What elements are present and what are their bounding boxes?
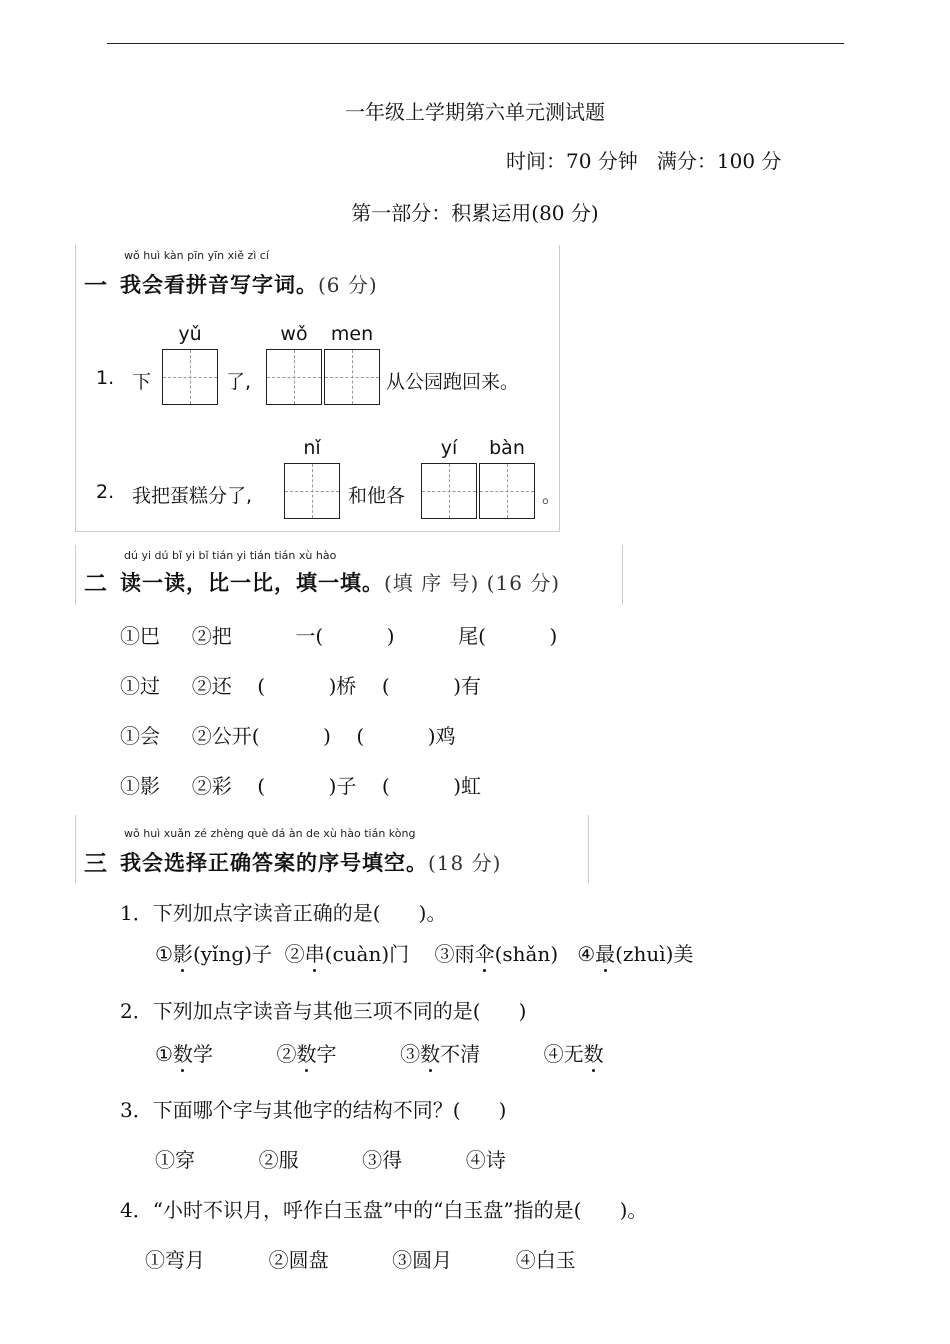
q2-pre: 我把蛋糕分了, <box>132 485 253 507</box>
question-4: 4．“小时不识月，呼作白玉盘”中的“白玉盘”指的是( )。 <box>120 1198 648 1222</box>
q2-pinyin-2b: bàn <box>489 437 525 459</box>
part-heading: 第一部分：积累运用(80 分) <box>351 201 599 225</box>
section-3-heading: 我会选择正确答案的序号填空。(18 分) <box>120 851 502 875</box>
q1-mid: 了, <box>226 371 252 393</box>
q1-pinyin-2b: men <box>330 323 374 345</box>
q2-box-3[interactable] <box>479 463 535 519</box>
question-4-options: ①弯月 ②圆盘 ③圆月 ④白玉 <box>145 1248 576 1272</box>
top-rule <box>107 43 844 44</box>
section-2-row-1: ①巴 ②把 一( ) 尾( ) <box>120 624 558 648</box>
section-2-row-2: ①过 ②还 ( )桥 ( )有 <box>120 674 482 698</box>
section-2-pinyin: dú yi dú bǐ yi bǐ tián yi tián tián xù hào <box>124 549 337 562</box>
section-3 <box>75 815 589 883</box>
question-3: 3．下面哪个字与其他字的结构不同？( ) <box>120 1098 507 1122</box>
q1-pre: 下 <box>132 371 152 393</box>
q1-box-3[interactable] <box>324 349 380 405</box>
q1-number: 1. <box>96 367 115 389</box>
section-2-row-3: ①会 ②公开( ) ( )鸡 <box>120 724 456 748</box>
section-2-row-4: ①影 ②彩 ( )子 ( )虹 <box>120 774 482 798</box>
section-1-pinyin: wǒ huì kàn pīn yīn xiě zì cí <box>124 249 269 262</box>
question-1: 1．下列加点字读音正确的是( )。 <box>120 901 447 925</box>
section-2 <box>75 545 623 605</box>
section-2-number: 二 <box>84 565 107 598</box>
q2-post: 。 <box>542 485 562 507</box>
q2-pinyin-1: nǐ <box>303 437 321 459</box>
q1-box-1[interactable] <box>162 349 218 405</box>
section-3-pinyin: wǒ huì xuǎn zé zhèng què dá àn de xù hào tián kòng <box>124 827 416 840</box>
q2-pinyin-2a: yí <box>440 437 458 459</box>
q1-box-2[interactable] <box>266 349 322 405</box>
question-1-options: ①影(yǐng)子 ②串(cuàn)门 ③雨伞(shǎn) ④最(zhuì)美 <box>155 938 693 967</box>
q2-box-2[interactable] <box>421 463 477 519</box>
section-2-heading: 读一读，比一比，填一填。(填 序 号) (16 分) <box>120 571 561 595</box>
question-3-options: ①穿 ②服 ③得 ④诗 <box>155 1148 506 1172</box>
section-1 <box>75 245 560 532</box>
question-2: 2．下列加点字读音与其他三项不同的是( ) <box>120 999 527 1023</box>
q2-box-1[interactable] <box>284 463 340 519</box>
section-1-heading: 我会看拼音写字词。(6 分) <box>120 273 378 297</box>
q1-pinyin-2a: wǒ <box>280 323 308 345</box>
section-3-number: 三 <box>84 845 107 878</box>
page-title: 一年级上学期第六单元测试题 <box>345 100 605 124</box>
q2-number: 2. <box>96 481 115 503</box>
question-2-options: ①数学 ②数字 ③数不清 ④无数 <box>155 1038 604 1067</box>
q1-post: 从公园跑回来。 <box>386 371 520 393</box>
section-1-number: 一 <box>84 267 107 300</box>
exam-meta: 时间：70 分钟 满分：100 分 <box>506 149 782 173</box>
q1-pinyin-1: yǔ <box>178 323 202 345</box>
q2-mid: 和他各 <box>348 485 406 507</box>
